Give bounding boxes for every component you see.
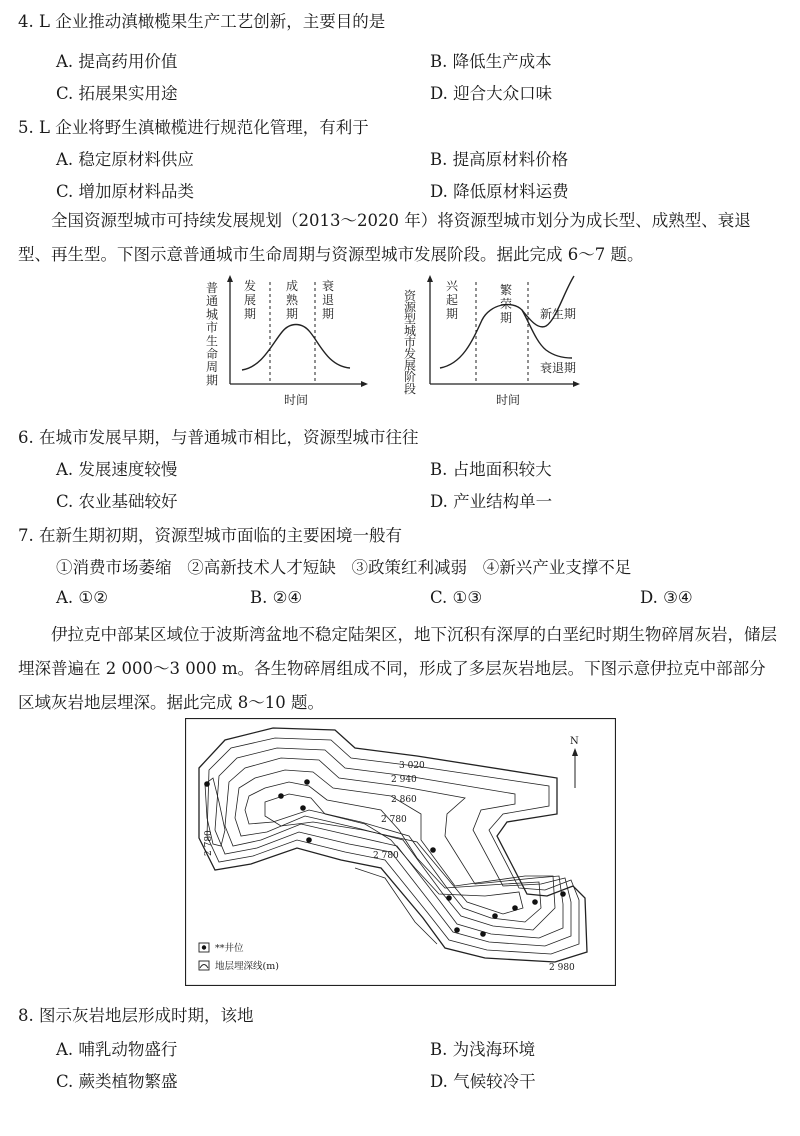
vertical-label-char: 城 (404, 323, 417, 338)
vertical-label-char: 期 (206, 373, 219, 388)
contour-label-2980: 2 980 (549, 963, 575, 973)
resource-city-x-label: 时间 (496, 393, 521, 407)
vertical-label-char: 市 (404, 335, 417, 350)
vertical-label-char: 起 (446, 293, 459, 307)
city-lifecycle-figure (200, 272, 600, 414)
well-marker (454, 927, 460, 933)
q6-option-b: B. 占地面积较大 (430, 460, 552, 479)
contour-label-2940: 2 940 (391, 775, 417, 785)
contour-label-2780-b: 2 780 (373, 851, 399, 861)
well-marker (204, 781, 210, 787)
contour-label-2780-c: 2 780 (204, 830, 214, 856)
well-marker (304, 779, 310, 785)
q4-option-d: D. 迎合大众口味 (430, 84, 553, 103)
vertical-label-char: 发 (244, 279, 257, 293)
legend-well-label: **井位 (215, 943, 244, 954)
intro-paragraph-8-10: 伊拉克中部某区域位于波斯湾盆地不稳定陆架区，地下沉积有深厚的白垩纪时期生物碎屑灰岩，储层埋深普遍在 2 000～3 000 m。各生物碎屑组成不同，形成了多层灰岩地层。下图示意伊拉克中部部分区域灰岩地层埋深。据此完成 8～10 题。 (18, 625, 777, 712)
prosperity-phase-label (500, 282, 512, 325)
well-marker (430, 847, 436, 853)
rise-phase-label (446, 279, 459, 321)
q5-option-d: D. 降低原材料运费 (430, 182, 569, 201)
q6-option-c: C. 农业基础较好 (56, 492, 178, 511)
ordinary-city-x-label: 时间 (284, 393, 309, 407)
well-marker (560, 891, 566, 897)
limestone-depth-map (185, 718, 616, 986)
resource-city-chart (404, 275, 580, 407)
q5-option-b: B. 提高原材料价格 (430, 150, 569, 169)
resource-city-y-label (404, 288, 417, 396)
vertical-label-char: 兴 (446, 279, 459, 293)
vertical-label-char: 发 (404, 347, 417, 361)
q6-option-a: A. 发展速度较慢 (56, 460, 178, 479)
q7-option-c: C. ①③ (430, 588, 483, 607)
svg-text:N: N (570, 736, 579, 747)
q7-option-d: D. ③④ (640, 588, 693, 607)
q7-statements: ①消费市场萎缩 ②高新技术人才短缺 ③政策红利减弱 ④新兴产业支撑不足 (56, 558, 632, 577)
vertical-label-char: 普 (206, 281, 219, 295)
vertical-label-char: 繁 (500, 283, 513, 297)
q7-stem: 7. 在新生期初期，资源型城市面临的主要困境一般有 (18, 526, 402, 545)
q6-stem: 6. 在城市发展早期，与普通城市相比，资源型城市往往 (18, 428, 419, 447)
vertical-label-char: 衰 (322, 279, 335, 293)
q4-option-a: A. 提高药用价值 (56, 52, 178, 71)
q6-option-d: D. 产业结构单一 (430, 492, 553, 511)
contour-label-2780-a: 2 780 (381, 815, 407, 825)
vertical-label-char: 通 (206, 294, 219, 309)
vertical-label-char: 展 (404, 358, 417, 373)
well-marker (532, 899, 538, 905)
q8-option-c: C. 蕨类植物繁盛 (56, 1072, 178, 1091)
vertical-label-char: 熟 (286, 293, 299, 307)
q4-option-b: B. 降低生产成本 (430, 52, 552, 71)
vertical-label-char: 源 (404, 300, 417, 315)
q5-option-a: A. 稳定原材料供应 (56, 150, 194, 169)
vertical-label-char: 市 (206, 320, 219, 335)
development-phase-label (244, 278, 256, 321)
legend-well-icon (202, 945, 206, 949)
well-marker (492, 913, 498, 919)
q8-option-b: B. 为浅海环境 (430, 1040, 536, 1059)
mature-phase-label (286, 278, 299, 321)
q8-option-a: A. 哺乳动物盛行 (56, 1040, 178, 1059)
vertical-label-char: 期 (446, 307, 459, 321)
well-marker (278, 793, 284, 799)
well-marker (480, 931, 486, 937)
contour-label-2860: 2 860 (391, 795, 417, 805)
decline-phase-label-right: 衰退期 (540, 361, 577, 375)
well-marker (512, 905, 518, 911)
vertical-label-char: 命 (206, 347, 219, 361)
q5-stem: 5. L 企业将野生滇橄榄进行规范化管理，有利于 (18, 118, 369, 137)
vertical-label-char: 期 (500, 311, 513, 325)
vertical-label-char: 期 (322, 307, 335, 321)
decline-phase-label (322, 278, 334, 321)
vertical-label-char: 周 (206, 360, 219, 375)
well-marker (306, 837, 312, 843)
well-marker (446, 895, 452, 901)
q4-stem: 4. L 企业推动滇橄榄果生产工艺创新，主要目的是 (18, 12, 386, 31)
legend-contour-label: 地层埋深线(m) (215, 961, 279, 972)
vertical-label-char: 段 (404, 381, 417, 396)
vertical-label-char: 阶 (404, 370, 417, 385)
vertical-label-char: 资 (404, 289, 417, 303)
ordinary-city-chart (206, 275, 368, 407)
q4-option-c: C. 拓展果实用途 (56, 84, 178, 103)
vertical-label-char: 展 (244, 293, 257, 307)
vertical-label-char: 退 (322, 293, 335, 307)
q8-option-d: D. 气候较冷干 (430, 1072, 536, 1091)
new-life-phase-label: 新生期 (540, 307, 577, 321)
vertical-label-char: 型 (404, 312, 417, 327)
vertical-label-char: 生 (206, 333, 219, 348)
q5-option-c: C. 增加原材料品类 (56, 182, 195, 201)
q7-option-b: B. ②④ (250, 588, 303, 607)
vertical-label-char: 荣 (500, 297, 513, 311)
contour-label-3020: 3 020 (399, 761, 425, 771)
vertical-label-char: 期 (286, 307, 299, 321)
q7-option-a: A. ①② (56, 588, 108, 607)
well-marker (300, 805, 306, 811)
vertical-label-char: 城 (206, 307, 219, 322)
vertical-label-char: 期 (244, 307, 257, 321)
ordinary-city-y-label (206, 281, 218, 387)
vertical-label-char: 成 (286, 279, 299, 293)
intro-paragraph-6-7: 全国资源型城市可持续发展规划（2013～2020 年）将资源型城市划分为成长型、成熟型、衰退型、再生型。下图示意普通城市生命周期与资源型城市发展阶段。据此完成 6～7 题。 (18, 211, 751, 264)
q8-stem: 8. 图示灰岩地层形成时期，该地 (18, 1006, 254, 1025)
